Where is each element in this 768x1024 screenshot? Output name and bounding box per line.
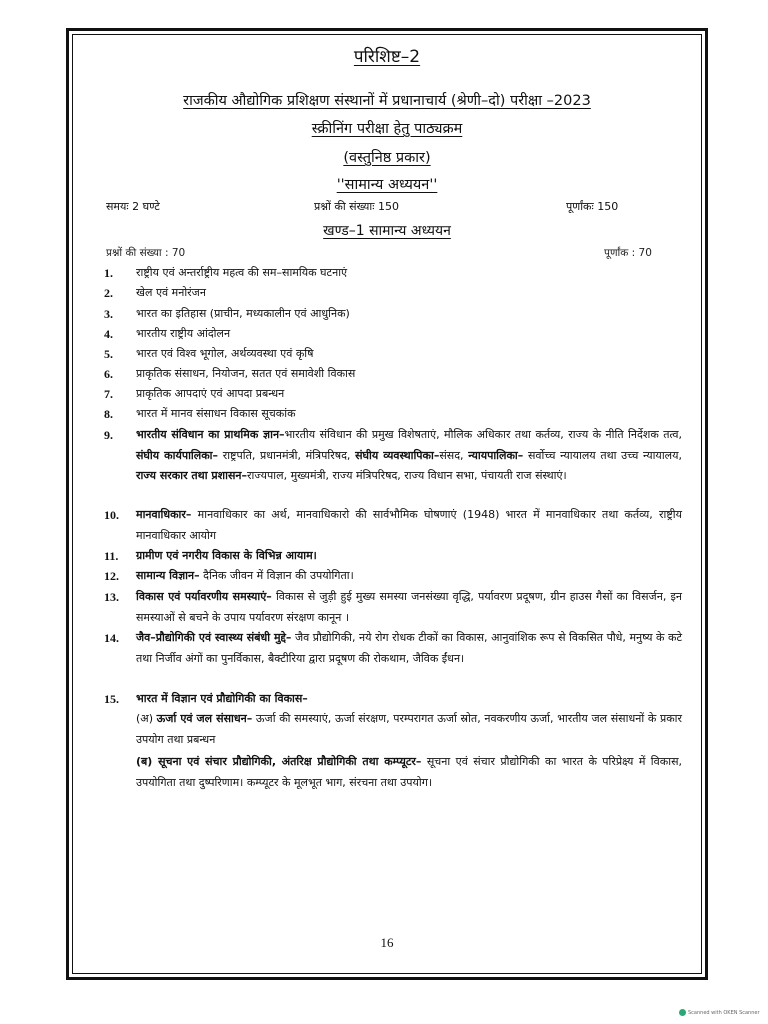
appendix-title: परिशिष्ट–2 [353,47,421,67]
list-item: 5. भारत एवं विश्व भूगोल, अर्थव्यवस्था एवं कृषि [104,347,314,361]
list-item: 6. प्राकृतिक संसाधन, नियोजन, सतत एवं समावेशी विकास [104,367,356,381]
subitem-energy: (अ) ऊर्जा एवं जल संसाधन– ऊर्जा की समस्याएं, ऊर्जा संरक्षण, परम्परागत ऊर्जा स्रोत, नवकरणीय ऊर्जा, भारतीय जल संसाधनों के प्रकार उपयोग तथा प्रबन्धन [136,712,683,746]
subitem-ict: (ब) सूचना एवं संचार प्रौद्योगिकी, अंतरिक्ष प्रौद्योगिकी तथा कम्प्यूटर– सूचना एवं संचार प्रौद्योगिकी का भारत के परिप्रेक्ष्य में विकास, उपयोगिता तथा दुष्परिणाम। कम्प्यूटर के मूलभूत भाग, संरचना तथा उपयोग। [136,755,682,789]
exam-title: राजकीय औद्योगिक प्रशिक्षण संस्थानों में प्रधानाचार्य (श्रेणी–दो) परीक्षा –2023 [183,93,591,109]
list-item-constitution: 9. भारतीय संविधान का प्राथमिक ज्ञान–भारतीय संविधान की प्रमुख विशेषताएं, मौलिक अधिकार तथा कर्तव्य, राज्य के नीति निर्देशक तत्व, संघीय कार्यपालिका– राष्ट्रपति, प्रधानमंत्री, मंत्रिपरिषद, संघीय व्यवस्थापिका–संसद, न्यायपालिका– सर्वोच्च न्यायालय तथा उच्च न्यायालय, राज्य सरकार तथा प्रशासन–राज्यपाल, मुख्यमंत्री, राज्य मंत्रिपरिषद, राज्य विधान सभा, पंचायती राज संस्थाएं। [104,428,682,482]
section-questions: प्रश्नों की संख्या : 70 [106,247,186,259]
list-item-human-rights: 10. मानवाधिकार– मानवाधिकार का अर्थ, मानवाधिकारो की सार्वभौमिक घोषणाएं (1948) भारत में मानवाधिकार तथा कर्तव्य, राष्ट्रीय मानवाधिकार आयोग [104,508,682,542]
scanner-watermark: Scanned with OKEN Scanner [688,1010,760,1016]
page-border [66,28,708,980]
list-item: 8. भारत में मानव संसाधन विकास सूचकांक [104,407,296,421]
subject-title: ''सामान्य अध्ययन'' [336,177,438,193]
total-questions: प्रश्नों की संख्याः 150 [314,200,399,213]
syllabus-type: (वस्तुनिष्ठ प्रकार) [343,150,431,166]
list-item: 1. राष्ट्रीय एवं अन्तर्राष्ट्रीय महत्व की सम–सामयिक घटनाएं [104,266,348,280]
list-item: 3. भारत का इतिहास (प्राचीन, मध्यकालीन एवं आधुनिक) [104,307,350,321]
section-marks: पूर्णांक : 70 [604,247,652,259]
list-item-sci-tech: 15. भारत में विज्ञान एवं प्रौद्योगिकी का विकास– [104,692,308,706]
list-item: 11. ग्रामीण एवं नगरीय विकास के विभिन्न आयाम। [104,549,317,563]
list-item-biotech: 14. जैव–प्रौद्योगिकी एवं स्वास्थ्य संबंधी मुद्दे– जैव प्रौद्योगिकी, नये रोग रोधक टीकों का विकास, आनुवांशिक रूप से विकसित पौधे, मनुष्य के कटे तथा निर्जीव अंगों का पुनर्विकास, बैक्टीरिया द्वारा प्रदूषण की रोकथाम, जैविक ईंधन। [104,631,682,665]
list-item: 2. खेल एवं मनोरंजन [104,286,206,300]
section-title: खण्ड–1 सामान्य अध्ययन [323,223,451,239]
list-item: 7. प्राकृतिक आपदाएं एवं आपदा प्रबन्धन [104,387,285,401]
page-number: 16 [380,935,394,950]
list-item-environment: 13. विकास एवं पर्यावरणीय समस्याएं– विकास से जुड़ी हुई मुख्य समस्या जनसंख्या वृद्धि, पर्यावरण प्रदूषण, ग्रीन हाउस गैसों का विसर्जन, इन समस्याओं से बचने के उपाय पर्यावरण संरक्षण कानून । [104,590,682,624]
scanner-logo-icon [679,1009,686,1016]
list-item-science: 12. सामान्य विज्ञान– दैनिक जीवन में विज्ञान की उपयोगिता। [104,569,354,583]
list-item: 4. भारतीय राष्ट्रीय आंदोलन [104,327,231,341]
exam-time: समयः 2 घण्टे [106,200,160,213]
total-marks: पूर्णांकः 150 [566,200,619,213]
syllabus-title: स्क्रीनिंग परीक्षा हेतु पाठ्यक्रम [311,121,463,137]
